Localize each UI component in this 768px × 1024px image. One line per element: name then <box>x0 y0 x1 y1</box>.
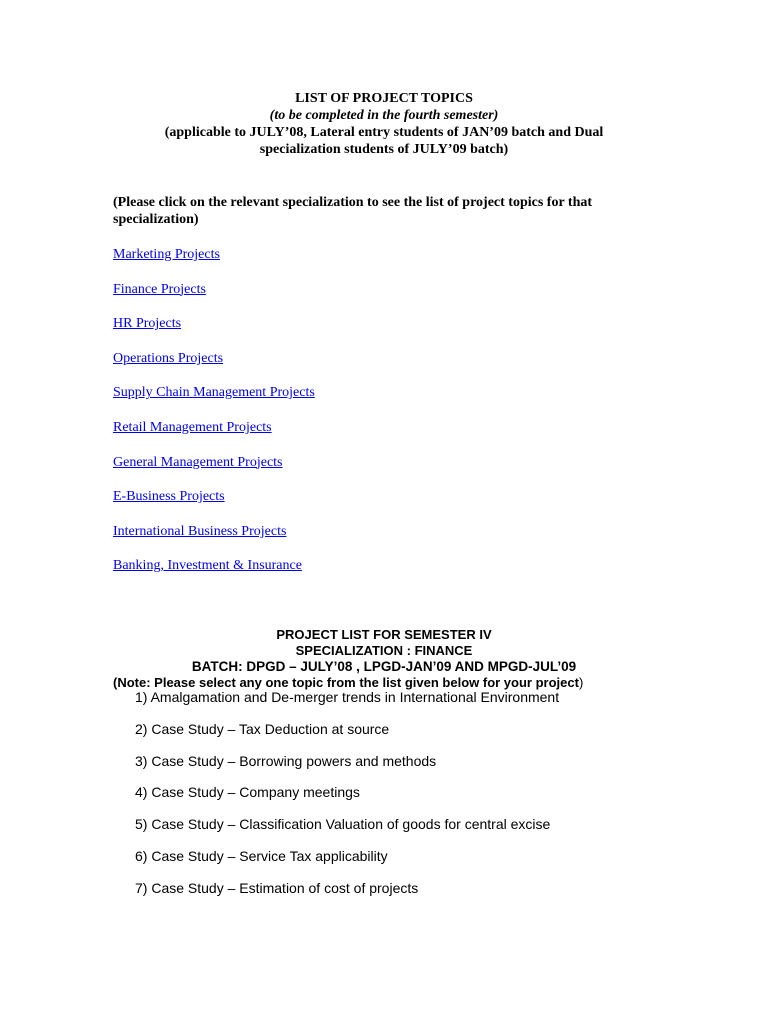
list-item <box>113 557 315 592</box>
list-item <box>113 281 315 316</box>
list-item: 6) Case Study – Service Tax applicability <box>135 847 388 864</box>
specialization-heading: SPECIALIZATION : FINANCE <box>295 643 473 658</box>
instruction-text: (Please click on the relevant specialization to see the list of project topics for that specialization) <box>113 195 593 227</box>
finance-section-header <box>100 627 668 675</box>
banking-investment-insurance-link[interactable]: Banking, Investment & Insurance <box>113 558 302 574</box>
e-business-projects-link[interactable]: E-Business Projects <box>113 489 225 505</box>
semester-heading: PROJECT LIST FOR SEMESTER IV <box>276 627 492 642</box>
marketing-projects-link[interactable]: Marketing Projects <box>113 247 220 262</box>
list-item: 7) Case Study – Estimation of cost of projects <box>135 879 419 896</box>
applicability-line-1: (applicable to JULY’08, Lateral entry students of JAN’09 batch and Dual <box>164 125 604 140</box>
international-business-projects-link[interactable]: International Business Projects <box>113 523 287 539</box>
selection-note-close: ) <box>578 675 584 690</box>
selection-note-text: (Note: Please select any one topic from the list given below for your project <box>113 675 579 690</box>
document-header <box>100 90 668 158</box>
list-item: 1) Amalgamation and De-merger trends in International Environment <box>135 689 560 705</box>
batch-heading: BATCH: DPGD – JULY’08 , LPGD-JAN’09 AND MPGD-JUL’09 <box>191 659 577 674</box>
supply-chain-projects-link[interactable]: Supply Chain Management Projects <box>113 385 315 401</box>
applicability-line-2: specialization students of JULY’09 batch) <box>259 142 509 157</box>
general-management-projects-link[interactable]: General Management Projects <box>113 454 283 470</box>
list-item <box>113 488 315 523</box>
list-item <box>113 419 315 454</box>
retail-management-projects-link[interactable]: Retail Management Projects <box>113 419 272 435</box>
list-item <box>113 523 315 558</box>
list-item <box>113 350 315 385</box>
operations-projects-link[interactable]: Operations Projects <box>113 350 224 366</box>
document-title: LIST OF PROJECT TOPICS <box>295 91 473 106</box>
specialization-link-list <box>113 246 315 592</box>
list-item <box>113 454 315 489</box>
list-item <box>113 384 315 419</box>
list-item: 5) Case Study – Classification Valuation of goods for central excise <box>135 816 551 833</box>
list-item: 2) Case Study – Tax Deduction at source <box>135 720 390 737</box>
finance-projects-link[interactable]: Finance Projects <box>113 281 206 297</box>
document-subtitle: (to be completed in the fourth semester) <box>269 108 499 123</box>
list-item <box>113 315 315 350</box>
hr-projects-link[interactable]: HR Projects <box>113 316 182 332</box>
list-item: 3) Case Study – Borrowing powers and methods <box>135 752 437 769</box>
list-item <box>113 246 315 281</box>
list-item: 4) Case Study – Company meetings <box>135 784 360 801</box>
finance-topic-list <box>135 689 559 912</box>
